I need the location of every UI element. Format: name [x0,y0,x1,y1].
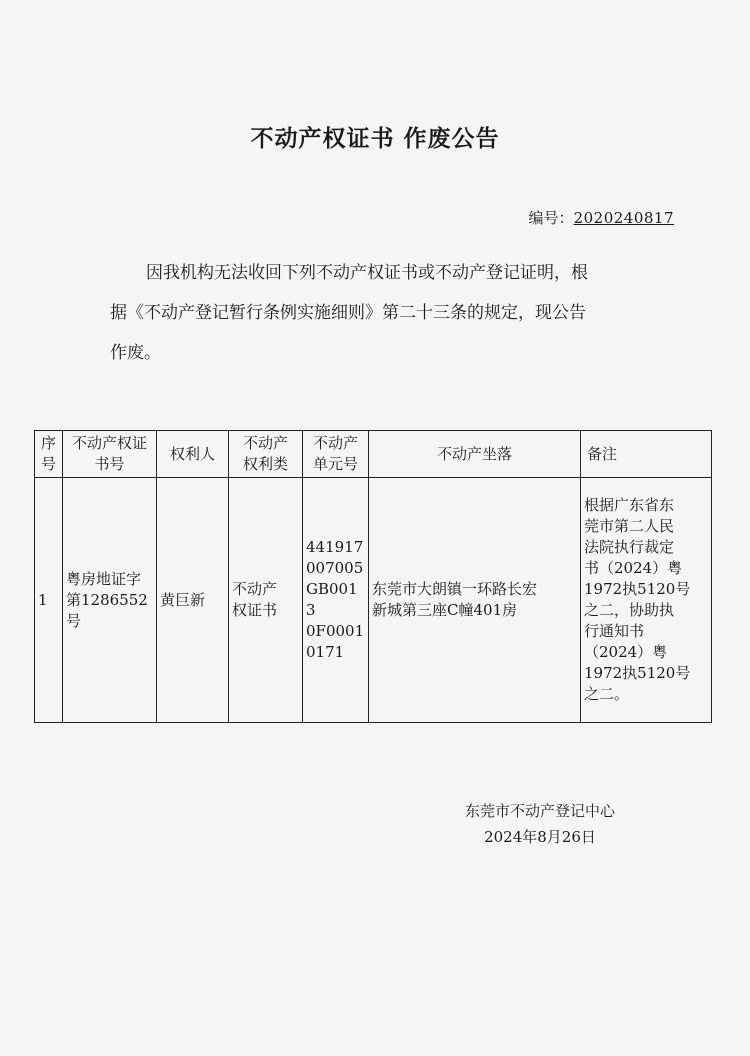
document-title: 不动产权证书 作废公告 [250,126,500,152]
cell-seq: 1 [35,478,63,723]
document-number-label: 编号： [528,209,574,227]
voided-certificates-table [34,430,712,723]
issue-date: 2024年8月26日 [484,828,596,846]
cell-cert-no: 粤房地证字 第1286552 号 [63,478,157,723]
cell-remark: 根据广东省东 莞市第二人民 法院执行裁定 书（2024）粤 1972执5120号 之二，协助执 行通知书 （2024）粤 1972执5120号 之二。 [581,478,712,723]
paragraph-line: 据《不动产登记暂行条例实施细则》第二十三条的规定，现公告 [110,303,586,323]
cell-right-type: 不动产 权证书 [229,478,303,723]
header-right-type: 不动产 权利类 [229,431,303,478]
issuing-organization: 东莞市不动产登记中心 [464,802,615,820]
table-row [35,478,712,723]
cell-holder: 黄巨新 [157,478,229,723]
header-location: 不动产坐落 [369,431,581,478]
cell-unit-no: 441917 007005 GB0013 0F0001 0171 [303,478,369,723]
header-holder: 权利人 [157,431,229,478]
document-number-value: 2020240817 [573,209,674,227]
paragraph-line: 因我机构无法收回下列不动产权证书或不动产登记证明，根 [146,263,588,283]
header-seq: 序 号 [35,431,63,478]
header-cert-no: 不动产权证 书号 [63,431,157,478]
announcement-paragraph [110,253,650,373]
signoff-block [430,798,650,850]
paragraph-line: 作废。 [110,343,161,363]
table-header-row [35,431,712,478]
header-remark: 备注 [581,431,712,478]
document-number [529,207,674,228]
header-unit-no: 不动产 单元号 [303,431,369,478]
cell-location: 东莞市大朗镇一环路长宏 新城第三座C幢401房 [369,478,581,723]
